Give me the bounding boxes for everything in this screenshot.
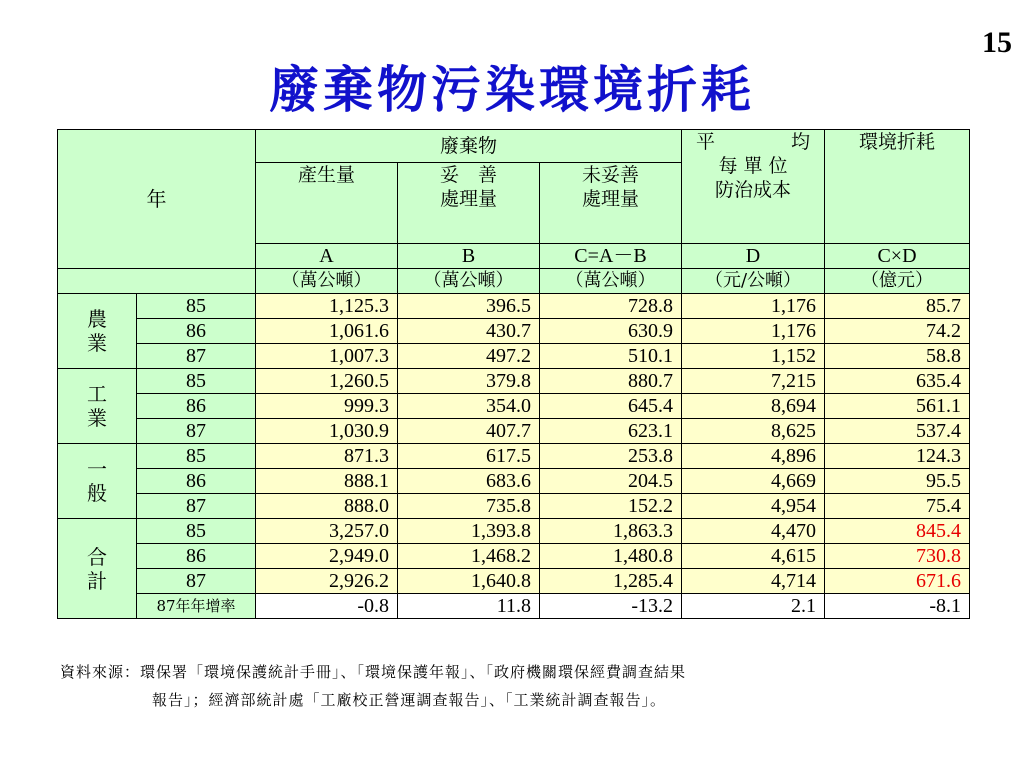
col-b-unit: （萬公噸） [398,269,540,294]
year-cell: 86 [137,394,256,419]
value-cell-c: 728.8 [540,294,682,319]
value-cell-cd: 58.8 [825,344,970,369]
year-cell: 85 [137,369,256,394]
group-label [58,519,137,619]
value-cell-b: 683.6 [398,469,540,494]
group-label-char: 一 [87,457,107,481]
year-cell: 86 [137,319,256,344]
year-header: 年 [58,130,256,269]
value-cell-a: 888.0 [256,494,398,519]
value-cell-c: 630.9 [540,319,682,344]
year-cell: 87 [137,344,256,369]
year-cell: 85 [137,519,256,544]
unit-spacer [58,269,256,294]
col-b-letter: B [398,244,540,269]
year-cell: 86 [137,469,256,494]
value-cell-c: 204.5 [540,469,682,494]
col-c-unit: （萬公噸） [540,269,682,294]
value-cell-a: 1,125.3 [256,294,398,319]
value-cell-c: 645.4 [540,394,682,419]
avg-cost-header [682,130,825,244]
value-cell-b: 497.2 [398,344,540,369]
waste-header: 廢棄物 [256,130,682,163]
value-cell-a: 2,926.2 [256,569,398,594]
year-cell: 85 [137,444,256,469]
source-note [60,658,686,714]
table-row [58,544,970,569]
value-cell-b: 407.7 [398,419,540,444]
value-cell-d: 8,694 [682,394,825,419]
col-a-unit: （萬公噸） [256,269,398,294]
value-cell-d: 4,669 [682,469,825,494]
value-cell-d: 8,625 [682,419,825,444]
year-cell: 87 [137,419,256,444]
group-label-char: 合 [87,544,107,569]
year-cell: 87 [137,569,256,594]
col-b-header [398,163,540,244]
value-cell-b: 1,468.2 [398,544,540,569]
value-cell-d: 1,176 [682,319,825,344]
col-c-line: 處理量 [581,188,639,210]
avg-cost-line: 防治成本 [714,179,791,201]
col-a-line: 產生量 [297,164,355,186]
value-cell-a: 1,030.9 [256,419,398,444]
value-cell-c: 253.8 [540,444,682,469]
growth-cell-c: -13.2 [540,594,682,619]
value-cell-a: 871.3 [256,444,398,469]
col-c-line: 未妥善 [581,164,639,186]
value-cell-a: 999.3 [256,394,398,419]
avg-cost-line: 每 單 位 [718,155,788,177]
table-row [58,494,970,519]
growth-cell-b: 11.8 [398,594,540,619]
group-label-char: 般 [87,481,107,505]
growth-label: 87年年增率 [137,594,256,619]
year-cell: 85 [137,294,256,319]
value-cell-d: 4,954 [682,494,825,519]
group-label-char: 計 [87,568,107,593]
table-row [58,519,970,544]
table-row [58,469,970,494]
table-row [58,569,970,594]
group-label-char: 業 [87,331,107,355]
year-cell: 86 [137,544,256,569]
value-cell-d: 7,215 [682,369,825,394]
value-cell-d: 4,615 [682,544,825,569]
value-cell-cd: 561.1 [825,394,970,419]
value-cell-c: 880.7 [540,369,682,394]
value-cell-cd: 75.4 [825,494,970,519]
page-title: 廢棄物污染環境折耗 [269,60,755,119]
group-label [58,369,137,444]
page-number: 15 [982,26,1012,59]
value-cell-c: 510.1 [540,344,682,369]
col-b-line: 妥 善 [439,164,497,186]
table-row [58,369,970,394]
col-a-letter: A [256,244,398,269]
value-cell-c: 152.2 [540,494,682,519]
value-cell-cd: 671.6 [825,569,970,594]
value-cell-c: 1,863.3 [540,519,682,544]
depletion-header: 環境折耗 [825,130,970,244]
value-cell-b: 735.8 [398,494,540,519]
year-cell: 87 [137,494,256,519]
value-cell-cd: 730.8 [825,544,970,569]
source-line-2: 報告」；經濟部統計處「工廠校正營運調查報告」、「工業統計調查報告」。 [152,691,667,709]
growth-row [58,594,970,619]
col-c-letter: C=A－B [540,244,682,269]
value-cell-c: 1,480.8 [540,544,682,569]
value-cell-a: 2,949.0 [256,544,398,569]
col-cd-unit: （億元） [825,269,970,294]
group-label-char: 業 [87,406,107,430]
value-cell-a: 1,260.5 [256,369,398,394]
table-body [58,294,970,619]
group-label [58,294,137,369]
value-cell-d: 4,896 [682,444,825,469]
value-cell-cd: 74.2 [825,319,970,344]
value-cell-a: 1,007.3 [256,344,398,369]
value-cell-b: 617.5 [398,444,540,469]
value-cell-a: 1,061.6 [256,319,398,344]
col-d-letter: D [682,244,825,269]
col-c-header [540,163,682,244]
group-label-char: 農 [87,307,107,331]
value-cell-b: 430.7 [398,319,540,344]
col-d-unit: （元/公噸） [682,269,825,294]
growth-cell-cd: -8.1 [825,594,970,619]
value-cell-b: 1,640.8 [398,569,540,594]
value-cell-cd: 635.4 [825,369,970,394]
value-cell-d: 1,152 [682,344,825,369]
value-cell-cd: 95.5 [825,469,970,494]
col-b-line: 處理量 [439,188,497,210]
avg-cost-line: 平 均 [696,131,810,153]
value-cell-b: 396.5 [398,294,540,319]
col-a-header [256,163,398,244]
value-cell-cd: 537.4 [825,419,970,444]
value-cell-cd: 124.3 [825,444,970,469]
value-cell-a: 3,257.0 [256,519,398,544]
value-cell-cd: 85.7 [825,294,970,319]
table-row [58,294,970,319]
value-cell-b: 379.8 [398,369,540,394]
value-cell-b: 354.0 [398,394,540,419]
group-label [58,444,137,519]
value-cell-b: 1,393.8 [398,519,540,544]
table-row [58,344,970,369]
value-cell-c: 623.1 [540,419,682,444]
value-cell-d: 1,176 [682,294,825,319]
col-cd-letter: C×D [825,244,970,269]
value-cell-d: 4,470 [682,519,825,544]
waste-depletion-table [57,129,970,619]
table-row [58,319,970,344]
growth-cell-d: 2.1 [682,594,825,619]
value-cell-cd: 845.4 [825,519,970,544]
group-label-char: 工 [87,382,107,406]
value-cell-c: 1,285.4 [540,569,682,594]
source-line-1: 資料來源：環保署「環境保護統計手冊」、「環境保護年報」、「政府機關環保經費調查結果 [60,663,687,681]
value-cell-d: 4,714 [682,569,825,594]
table-row [58,419,970,444]
table-row [58,444,970,469]
growth-cell-a: -0.8 [256,594,398,619]
value-cell-a: 888.1 [256,469,398,494]
table-row [58,394,970,419]
